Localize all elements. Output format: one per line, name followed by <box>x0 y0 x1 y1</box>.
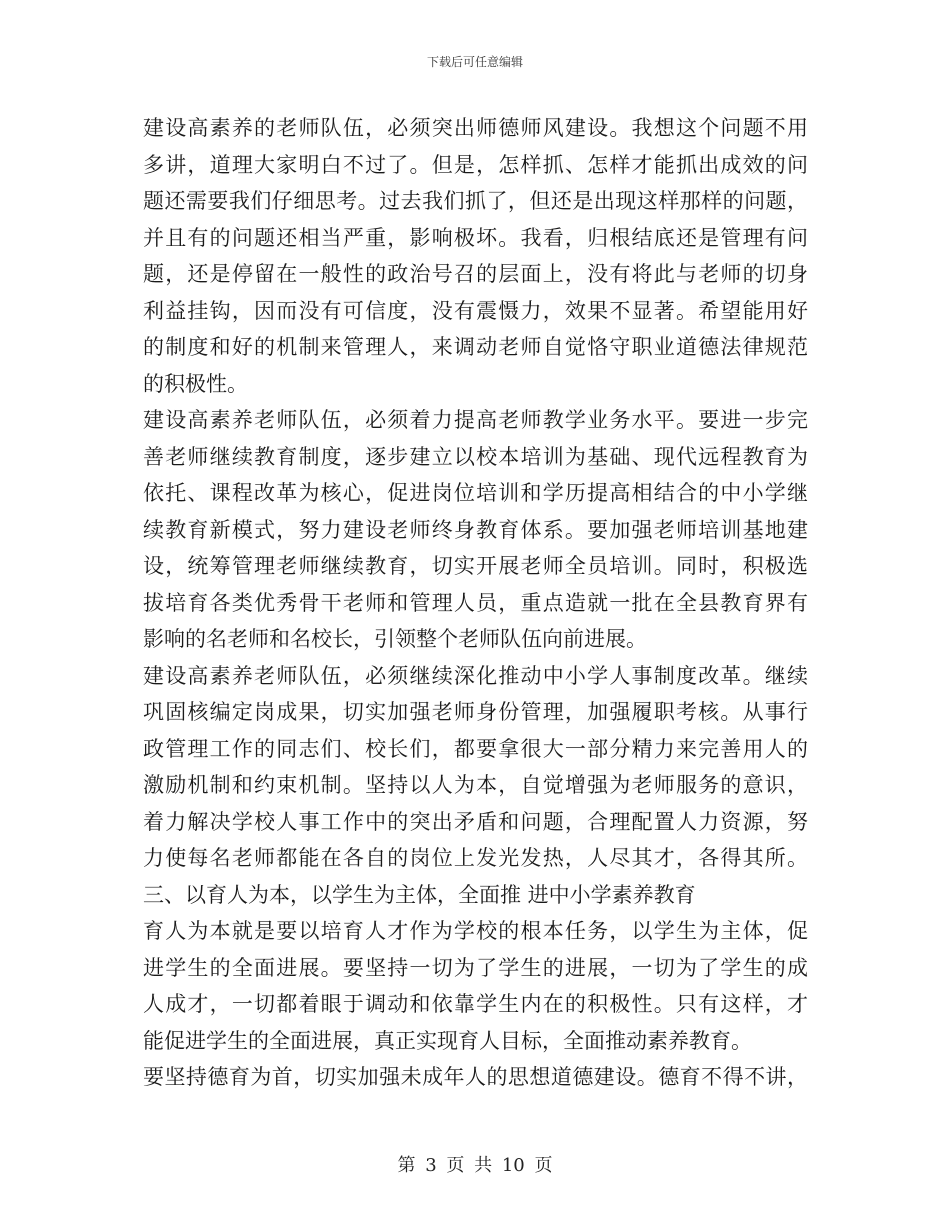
page-header: 下载后可任意编辑 <box>426 55 523 69</box>
text-line: 激励机制和约束机制。坚持以人为本，自觉增强为老师服务的意识， <box>143 773 808 797</box>
text-line: 设，统筹管理老师继续教育，切实开展老师全员培训。同时，积极选 <box>143 554 808 578</box>
text-line: 的制度和好的机制来管理人，来调动老师自觉恪守职业道德法律规范 <box>143 335 808 359</box>
section-heading: 三、以育人为本，以学生为主体，全面推 进中小学素养教育 <box>143 882 696 907</box>
text-line: 政管理工作的同志们、校长们，都要拿很大一部分精力来完善用人的 <box>143 736 808 761</box>
text-line: 巩固核编定岗成果，切实加强老师身份管理，加强履职考核。从事行 <box>143 700 808 724</box>
text-line: 依托、课程改革为核心，促进岗位培训和学历提高相结合的中小学继 <box>143 481 808 505</box>
text-line: 建设高素养老师队伍，必须继续深化推动中小学人事制度改革。继续 <box>143 663 808 688</box>
text-line: 题，还是停留在一般性的政治号召的层面上，没有将此与老师的切身 <box>143 262 808 286</box>
text-line: 育人为本就是要以培育人才作为学校的根本任务，以学生为主体，促 <box>143 919 808 943</box>
text-line: 题还需要我们仔细思考。过去我们抓了，但还是出现这样那样的问题， <box>143 189 808 213</box>
text-line: 并且有的问题还相当严重，影响极坏。我看，归根结底还是管理有问 <box>143 225 808 250</box>
text-line: 力使每名老师都能在各自的岗位上发光发热，人尽其才，各得其所。 <box>143 846 808 870</box>
text-line: 能促进学生的全面进展，真正实现育人目标，全面推动素养教育。 <box>143 1028 752 1053</box>
text-line: 善老师继续教育制度，逐步建立以校本培训为基础、现代远程教育为 <box>143 444 808 469</box>
text-line: 多讲，道理大家明白不过了。但是，怎样抓、怎样才能抓出成效的问 <box>143 152 808 177</box>
text-line: 续教育新模式，努力建设老师终身教育体系。要加强老师培训基地建 <box>143 517 808 542</box>
text-line: 利益挂钩，因而没有可信度，没有震慑力，效果不显著。希望能用好 <box>143 298 808 323</box>
text-line: 影响的名老师和名校长，引领整个老师队伍向前进展。 <box>143 627 647 651</box>
page-number: 第 3 页 共 10 页 <box>397 1155 553 1176</box>
text-line: 拔培育各类优秀骨干老师和管理人员，重点造就一批在全县教育界有 <box>143 590 808 615</box>
text-line: 建设高素养的老师队伍，必须突出师德师风建设。我想这个问题不用 <box>143 116 808 140</box>
text-line: 人成才，一切都着眼于调动和依靠学生内在的积极性。只有这样，才 <box>143 992 808 1016</box>
text-line: 建设高素养老师队伍，必须着力提高老师教学业务水平。要进一步完 <box>143 408 808 432</box>
text-line: 着力解决学校人事工作中的突出矛盾和问题，合理配置人力资源，努 <box>143 809 808 834</box>
text-line: 要坚持德育为首，切实加强未成年人的思想道德建设。德育不得不讲， <box>143 1065 808 1089</box>
document-body <box>143 110 808 1096</box>
text-line: 进学生的全面进展。要坚持一切为了学生的进展，一切为了学生的成 <box>143 955 808 980</box>
text-line: 的积极性。 <box>143 371 248 396</box>
